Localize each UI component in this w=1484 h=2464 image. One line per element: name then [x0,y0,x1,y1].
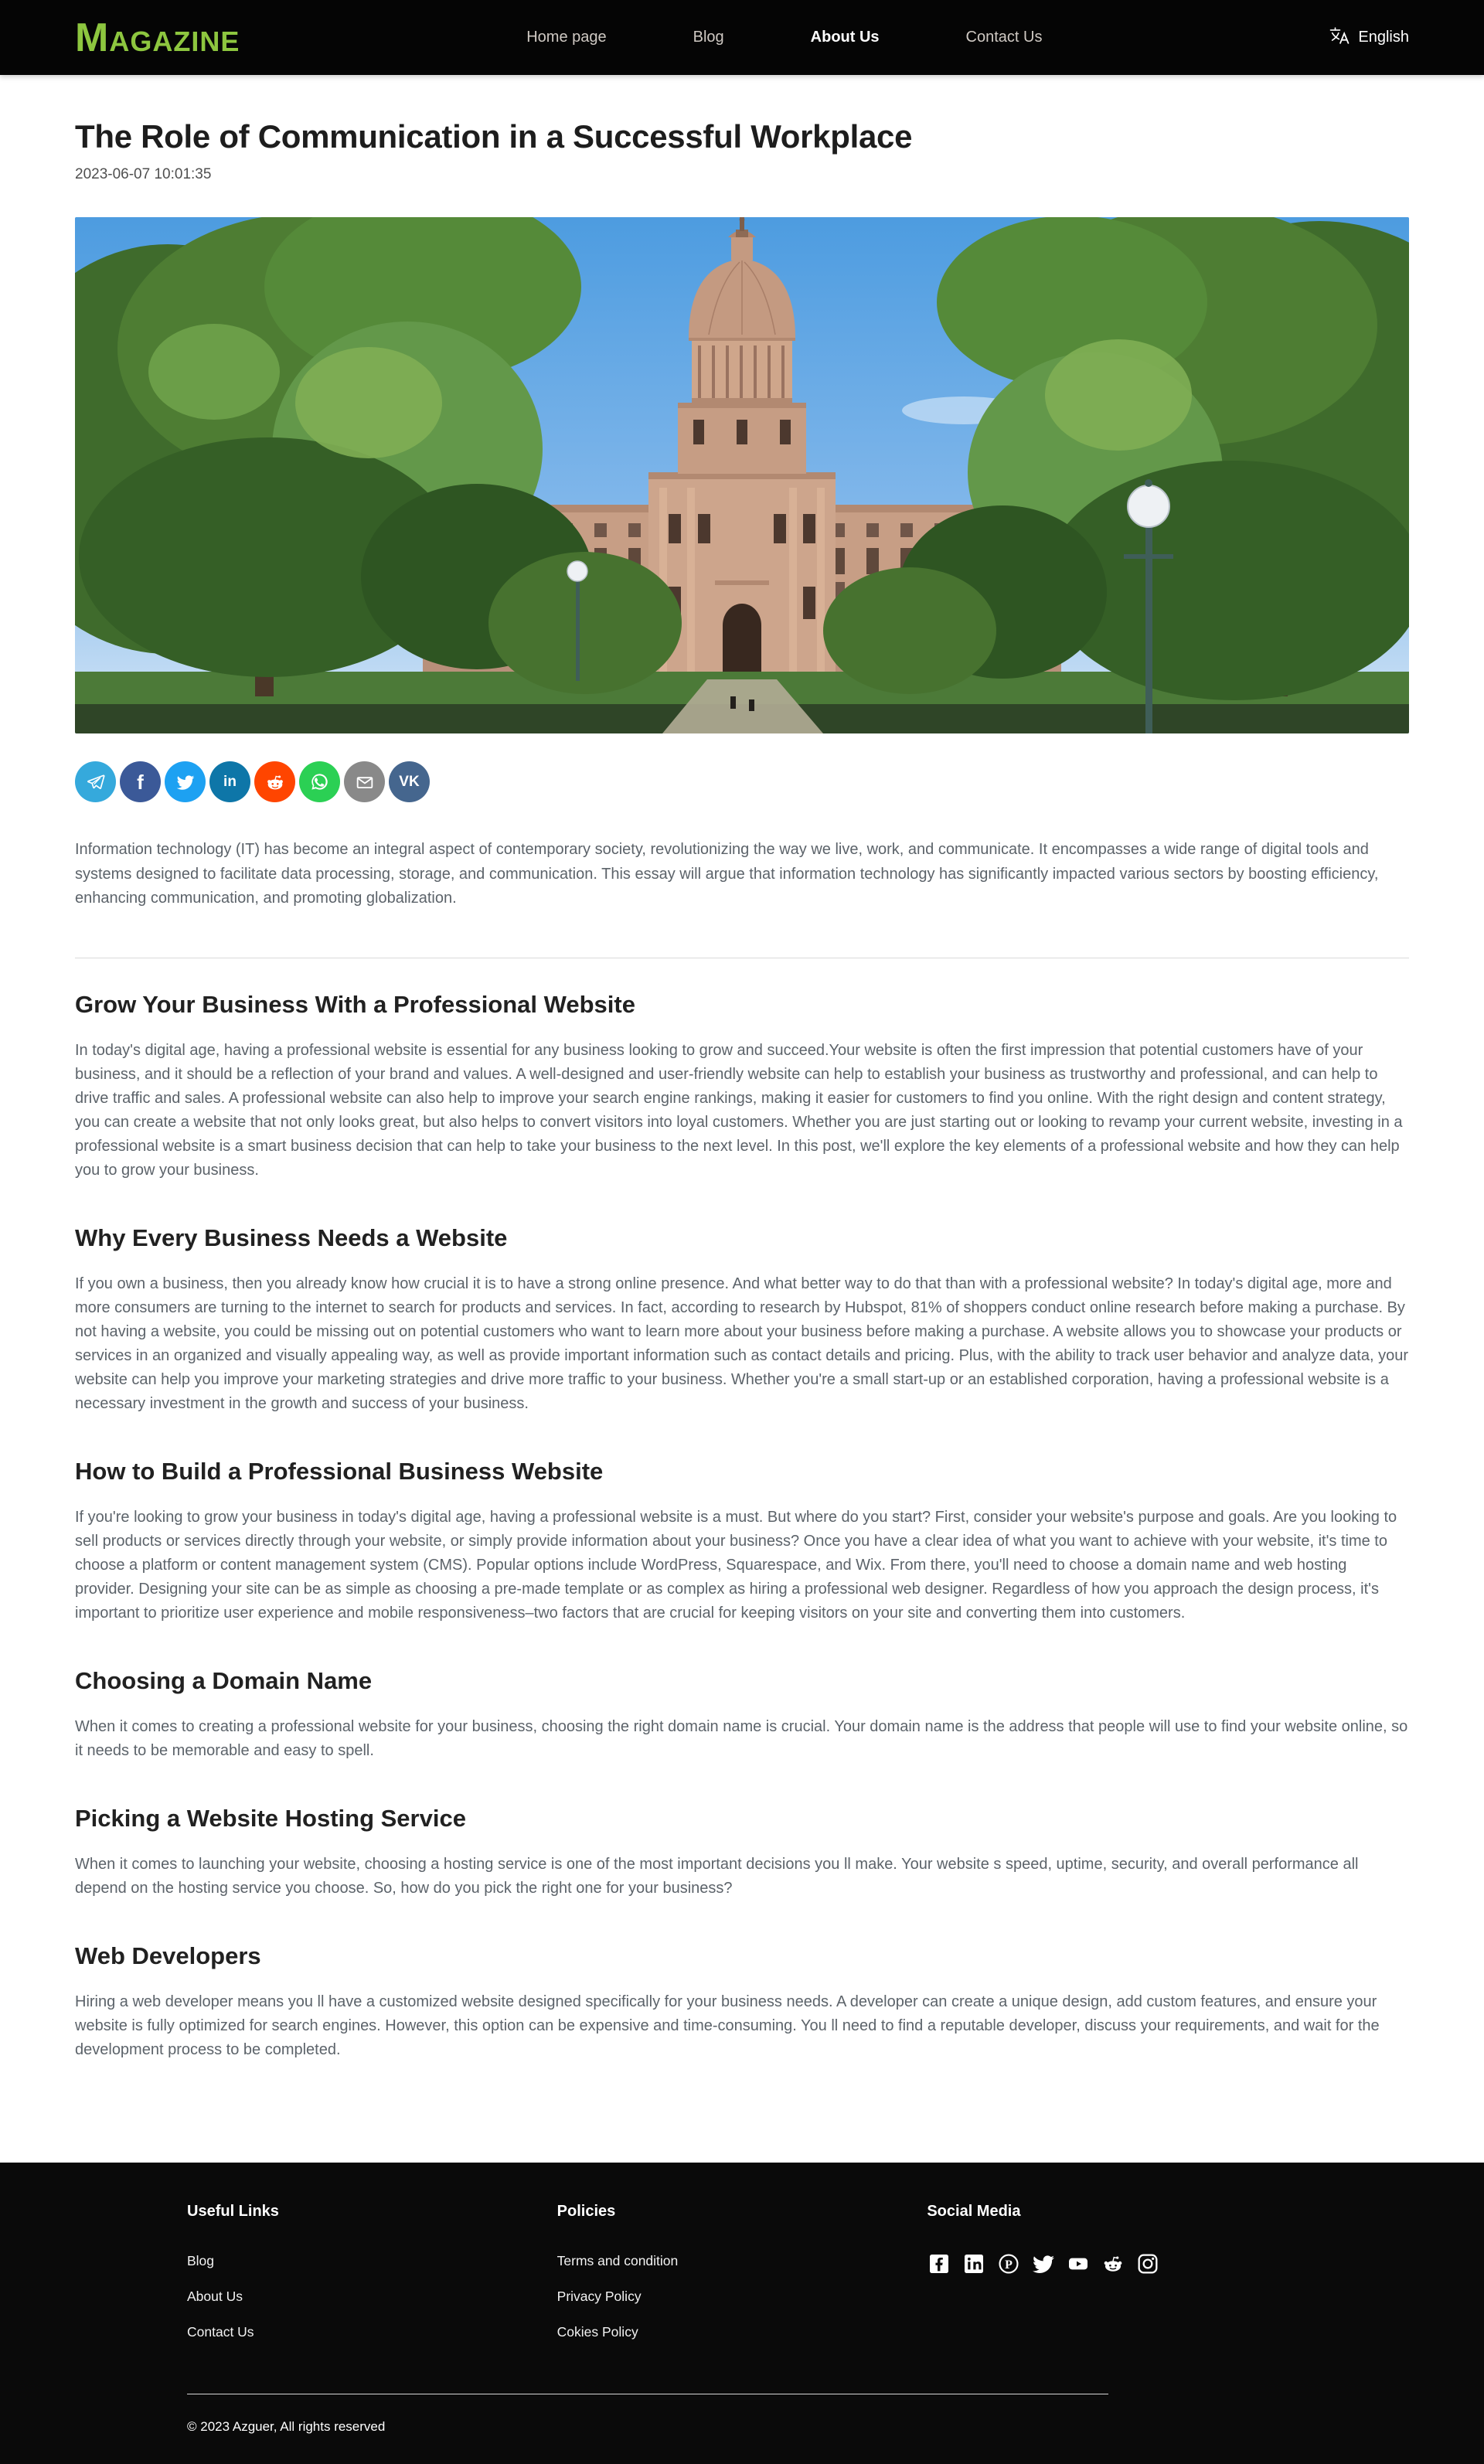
language-selector[interactable] [1329,26,1409,49]
whatsapp-icon [309,771,330,792]
share-whatsapp-button[interactable] [299,761,340,802]
section-body: If you're looking to grow your business in today's digital age, having a professional website is a must. But where do you start? First, consider your website's purpose and goals. Are you looking to sell products or services directly through your website, or simply provide information about your business? Once you have a clear idea of what you want to achieve with your website, it's time to choose a platform or content management system (CMS). Popular options include WordPress, Squarespace, and Wix. From there, you'll need to choose a domain name and web hosting provider. Designing your site can be as simple as choosing a pre-made template or as complex as hiring a professional web designer. Regardless of how you approach the design process, it's important to prioritize user experience and mobile responsiveness–two factors that are crucial for keeping visitors on your site and converting them into customers. [75,1508,1397,1622]
facebook-icon: f [137,770,144,794]
vk-icon: VK [399,774,420,790]
section-body: If you own a business, then you already know how crucial it is to have a strong online presence. And what better way to do that than with a professional website? In today's digital age, more and more consumers are turning to the internet to search for products and services. In fact, according to research by Hubspot, 81% of shoppers conduct online research before making a purchase. By not having a website, you could be missing out on potential customers who want to learn more about your business before making a purchase. A website allows you to showcase your products or services in an organized and visually appealing way, as well as provide important information such as contact details and pricing. Plus, with the ability to track user behavior and analyze data, your website can help you improve your marketing strategies and drive more traffic to your business. Whether you're a small start-up or an established corporation, having a professional website is a necessary investment in the growth and success of your business. [75,1275,1408,1412]
share-telegram-button[interactable] [75,761,116,802]
footer-link-privacy[interactable]: Privacy Policy [556,2288,642,2304]
section-heading: Grow Your Business With a Professional Website [75,990,635,1018]
footer-column-title: Useful Links [187,2202,279,2220]
footer-linkedin-link[interactable] [962,2251,986,2280]
footer-instagram-link[interactable] [1135,2251,1160,2280]
article-date: 2023-06-07 10:01:35 [75,166,212,182]
logo-text: AGAZINE [109,25,240,57]
footer-link-contact-us[interactable]: Contact Us [187,2323,254,2340]
footer-pinterest-link[interactable] [996,2251,1021,2280]
site-footer [0,2163,1484,2464]
section-how-to-build [75,1458,1409,1625]
article-intro: Information technology (IT) has become an integral aspect of contemporary society, revolutionizing the way we live, work, and communicate. It encompasses a wide range of digital tools and systems designed to facilitate data processing, storage, and communication. This essay will argue that information technology has significantly impacted various sectors by boosting efficiency, enhancing communication, and promoting globalization. [75,841,1379,907]
section-heading: Web Developers [75,1942,261,1969]
article-page [75,118,1409,2163]
facebook-square-icon [927,2251,951,2280]
language-label: English [1358,29,1409,46]
share-twitter-button[interactable] [165,761,206,802]
section-choosing-domain [75,1667,1409,1763]
email-icon [354,771,376,793]
share-linkedin-button[interactable] [209,761,250,802]
youtube-icon [1066,2251,1091,2280]
footer-facebook-link[interactable] [927,2251,951,2280]
section-hosting-service [75,1805,1409,1901]
section-why-every-business [75,1224,1409,1416]
footer-column-title: Policies [556,2202,616,2220]
share-reddit-button[interactable] [254,761,295,802]
footer-social [927,2203,1297,2358]
section-body: In today's digital age, having a professional website is essential for any business looking to grow and succeed.Your website is often the first impression that potential customers have of your business, and it should be a reflection of your brand and values. A well-designed and user-friendly website can help to establish your business as trustworthy and professional, and can help to drive traffic and sales. A professional website can also help to improve your search engine rankings, making it easier for customers to find you online. With the right design and content strategy, you can create a website that not only looks great, but also helps to convert visitors into loyal customers. Whether you are just starting out or looking to revamp your current website, investing in a professional website is a smart business decision that can help to take your business to the next level. In this post, we'll explore the key elements of a professional website and how they can help you to grow your business. [75,1041,1403,1179]
footer-policies [557,2203,928,2358]
nav-contact-us[interactable]: Contact Us [965,29,1043,46]
page-title: The Role of Communication in a Successful Workplace [75,118,913,155]
section-heading: Picking a Website Hosting Service [75,1804,466,1832]
capitol-building-illustration [75,217,1409,733]
footer-reddit-link[interactable] [1101,2251,1125,2280]
footer-column-title: Social Media [927,2202,1021,2220]
linkedin-square-icon [962,2251,986,2280]
footer-useful-links [187,2203,557,2358]
footer-link-cookies[interactable]: Cokies Policy [556,2323,638,2340]
share-email-button[interactable] [344,761,385,802]
reddit-alien-icon [1101,2251,1125,2280]
section-heading: How to Build a Professional Business Website [75,1457,604,1485]
logo[interactable] [75,15,240,60]
nav-blog[interactable]: Blog [693,29,724,46]
section-heading: Choosing a Domain Name [75,1666,373,1694]
section-heading: Why Every Business Needs a Website [75,1223,508,1251]
section-body: When it comes to launching your website, choosing a hosting service is one of the most important decisions you ll make. Your website s speed, uptime, security, and overall performance all depend on the hosting service you choose. So, how do you pick the right one for your business? [75,1855,1359,1897]
pinterest-icon [996,2251,1021,2280]
copyright-text: © 2023 Azguer, All rights reserved [187,2418,386,2434]
section-web-developers [75,1942,1409,2062]
section-body: When it comes to creating a professional website for your business, choosing the right domain name is crucial. Your domain name is the address that people will use to find your website online, so it needs to be memorable and easy to spell. [75,1717,1408,1759]
translate-icon [1329,26,1351,49]
share-vk-button[interactable] [389,761,430,802]
footer-link-terms[interactable]: Terms and condition [556,2252,679,2268]
twitter-bird-icon [1031,2251,1056,2280]
site-header [0,0,1484,75]
reddit-icon [264,771,286,793]
nav-home-page[interactable]: Home page [526,29,607,46]
article-hero-image [75,217,1409,733]
logo-initial: M [75,15,110,60]
telegram-icon [85,771,106,792]
footer-link-blog[interactable]: Blog [187,2252,215,2268]
linkedin-icon: in [223,774,237,790]
footer-link-about-us[interactable]: About Us [187,2288,243,2304]
nav-about-us[interactable]: About Us [810,29,880,46]
instagram-icon [1135,2251,1160,2280]
svg-text:P: P [1005,2258,1013,2272]
footer-twitter-link[interactable] [1031,2251,1056,2280]
main-nav [240,24,1329,51]
section-grow-your-business [75,991,1409,1183]
section-body: Hiring a web developer means you ll have a customized website designed specifically for your business needs. A developer can create a unique design, add custom features, and ensure your website is fully optimized for search engines. However, this option can be expensive and time-consuming. You ll need to find a reputable developer, discuss your requirements, and wait for the development process to be completed. [75,1993,1380,2058]
footer-youtube-link[interactable] [1066,2251,1091,2280]
twitter-icon [175,772,196,792]
share-facebook-button[interactable] [120,761,161,802]
share-bar [75,761,1409,802]
